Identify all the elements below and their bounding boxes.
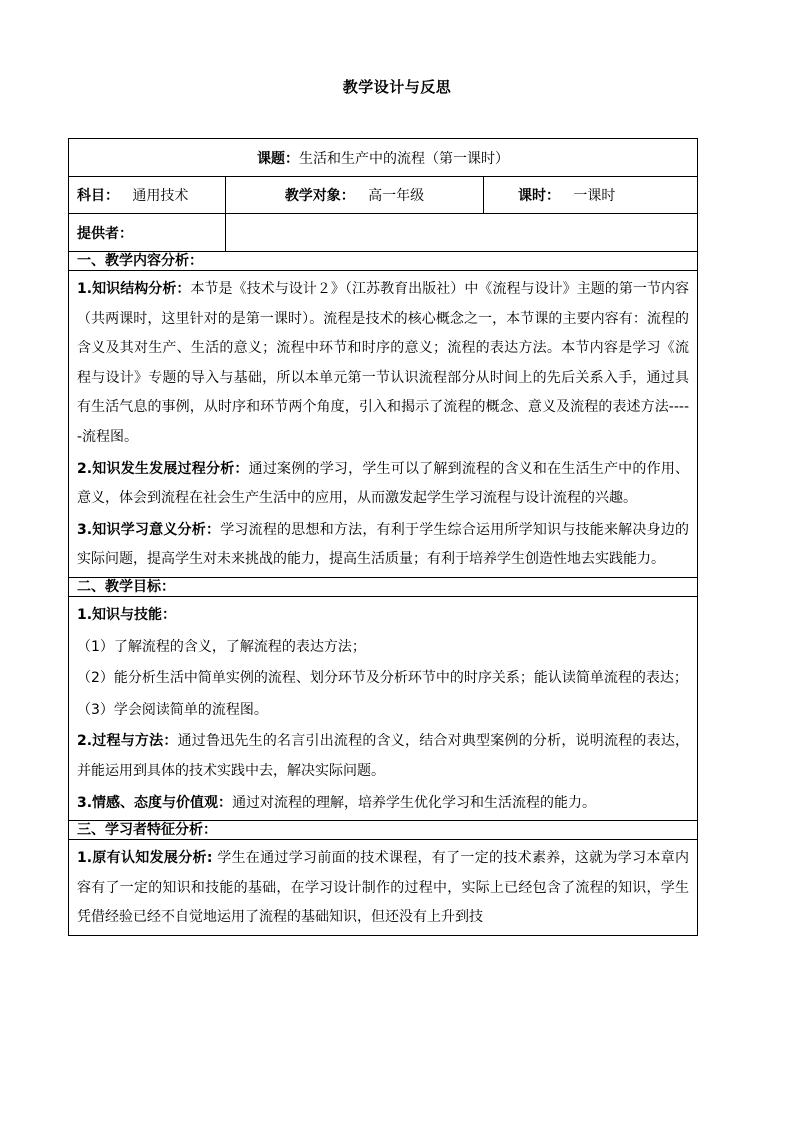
goal-item-3: （3）学会阅读简单的流程图。: [77, 701, 268, 718]
section1-body: [69, 271, 698, 578]
section3-header-row: [69, 821, 698, 840]
attitude-values-text: 通过对流程的理解，培养学生优化学习和生活流程的能力。: [232, 794, 597, 811]
section1-body-row: [69, 271, 698, 578]
provider-label: 提供者：: [77, 225, 133, 242]
knowledge-structure-paragraph: [77, 275, 689, 453]
section2-body: [69, 596, 698, 820]
period-cell: [484, 177, 698, 214]
knowledge-development-text: 通过案例的学习，学生可以了解到流程的含义和在生活生产中的作用、意义，体会到流程在社会生产生活中的应用，从而激发起学生学习流程与设计流程的兴趣。: [77, 460, 690, 507]
goal-item-1: （1）了解流程的含义，了解流程的表达方法；: [77, 638, 366, 655]
subject-cell: [69, 177, 226, 214]
section3-header: 三、学习者特征分析：: [69, 821, 698, 840]
prior-cognition-label: 1.原有认知发展分析:: [77, 850, 213, 867]
prior-cognition-text: 学生在通过学习前面的技术课程，有了一定的技术素养，这就为学习本章内容有了一定的知识和技能的基础，在学习设计制作的过程中，实际上已经包含了流程的知识，学生凭借经验已经不自觉地运用了流程的基础知识，但还没有上升到技: [77, 850, 690, 926]
knowledge-skills-label: 1.知识与技能：: [77, 606, 177, 623]
lesson-plan-table: [68, 138, 698, 936]
page-title: 教学设计与反思: [342, 78, 452, 96]
section2-header-row: [69, 577, 698, 596]
section1-header: 一、教学内容分析：: [69, 252, 698, 271]
provider-value-cell: [226, 214, 698, 252]
knowledge-development-paragraph: [77, 455, 689, 514]
learning-meaning-paragraph: [77, 516, 689, 575]
lesson-title-row: [69, 139, 698, 177]
knowledge-structure-text: 本节是《技术与设计２》（江苏教育出版社）中《流程与设计》主题的第一节内容（共两课时，这里针对的是第一课时）。流程是技术的核心概念之一，本节课的主要内容有：流程的含义及其对生产、生活的意义；流程中环节和时序的意义；流程的表达方法。本节内容是学习《流程与设计》专题的导入与基础，所以本单元第一节认识流程部分从时间上的先后关系入手，通过具有生活气息的事例，从时序和环节两个角度，引入和揭示了流程的概念、意义及流程的表述方法-----流程图。: [77, 281, 690, 445]
lesson-title-cell: [69, 139, 698, 177]
lesson-value: 生活和生产中的流程（第一课时）: [299, 150, 510, 167]
attitude-values-paragraph: [77, 789, 689, 819]
prior-cognition-paragraph: [77, 844, 689, 933]
audience-cell: [226, 177, 484, 214]
audience-label: 教学对象：: [284, 188, 355, 204]
info-row: [69, 177, 698, 214]
subject-label: 科目：: [77, 188, 119, 204]
learning-meaning-text: 学习流程的思想和方法，有利于学生综合运用所学知识与技能来解决身边的实际问题，提高学生对未来挑战的能力，提高生活质量；有利于培养学生创造性地去实践能力。: [77, 521, 690, 568]
period-label: 课时：: [518, 188, 560, 204]
provider-label-cell: [69, 214, 226, 252]
goal-item-2: （2）能分析生活中简单实例的流程、划分环节及分析环节中的时序关系；能认读简单流程的表达；: [77, 670, 688, 687]
audience-value: 高一年级: [368, 188, 425, 204]
section3-body-row: [69, 840, 698, 936]
knowledge-structure-label: 1.知识结构分析：: [77, 281, 191, 297]
section2-body-row: [69, 596, 698, 820]
section3-body: [69, 840, 698, 936]
attitude-values-label: 3.情感、态度与价值观：: [77, 794, 233, 811]
subject-value: 通用技术: [132, 188, 189, 204]
process-method-paragraph: [77, 727, 689, 786]
process-method-label: 2.过程与方法：: [77, 733, 178, 750]
process-method-text: 通过鲁迅先生的名言引出流程的含义，结合对典型案例的分析，说明流程的表达，并能运用到具体的技术实践中去，解决实际问题。: [77, 733, 690, 779]
period-value: 一课时: [573, 188, 616, 204]
knowledge-development-label: 2.知识发生发展过程分析：: [77, 460, 249, 477]
learning-meaning-label: 3.知识学习意义分析：: [77, 521, 221, 538]
provider-row: [69, 214, 698, 252]
section1-header-row: [69, 252, 698, 271]
lesson-label: 课题：: [257, 150, 300, 167]
section2-header: 二、教学目标：: [69, 577, 698, 596]
